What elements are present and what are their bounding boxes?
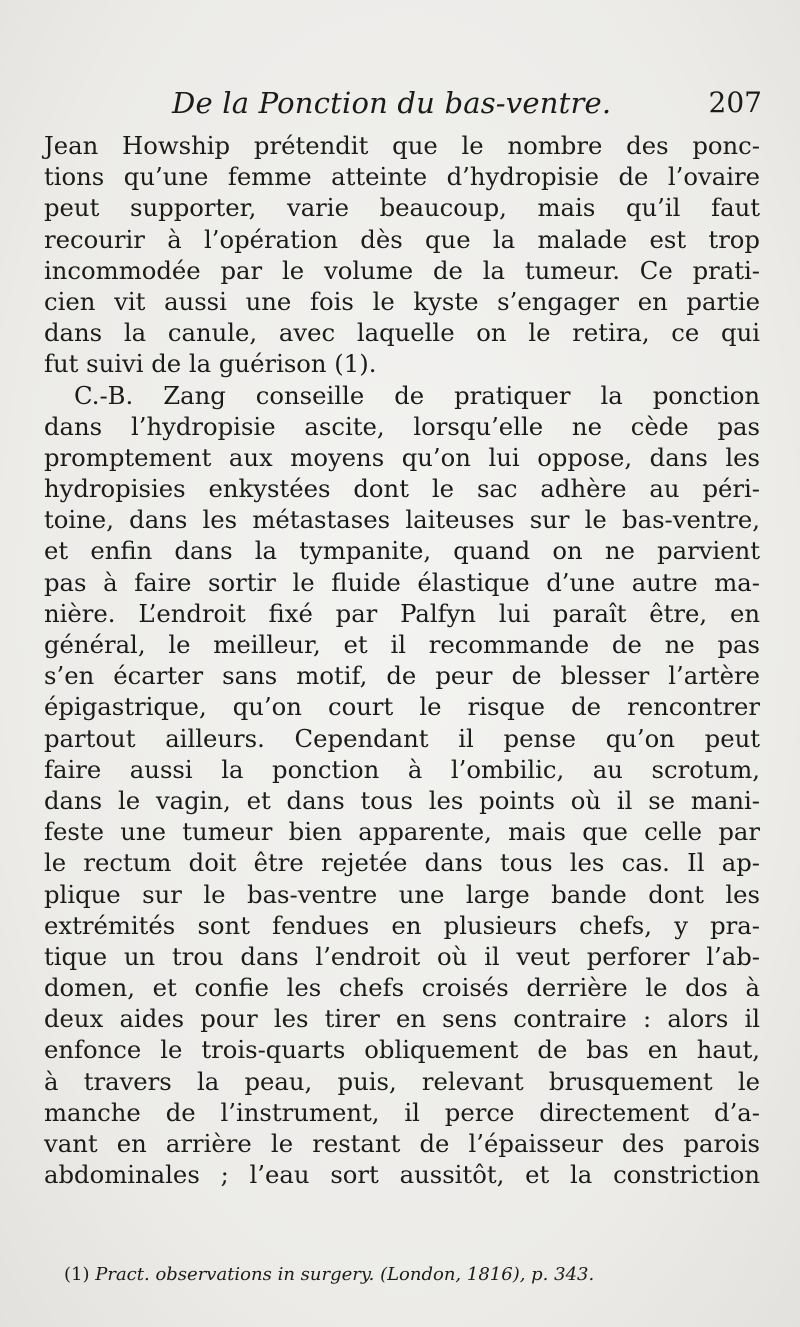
text-line: à travers la peau, puis, relevant brusquement le [44, 1066, 760, 1096]
text-line: partout ailleurs. Cependant il pense qu’on peut [44, 723, 760, 753]
text-line: recourir à l’opération dès que la malade est trop [44, 224, 760, 254]
page-number: 207 [708, 86, 762, 119]
text-line: plique sur le bas-ventre une large bande dont les [44, 879, 760, 909]
footnote-mark: (1) [64, 1264, 90, 1285]
text-line: dans la canule, avec laquelle on le retira, ce qui [44, 318, 760, 348]
text-line: tique un trou dans l’endroit où il veut perforer l’ab- [44, 941, 760, 971]
text-line: nière. L’endroit fixé par Palfyn lui paraît être, en [44, 598, 760, 628]
text-line: dans l’hydropisie ascite, lorsqu’elle ne cède pas [44, 411, 760, 441]
text-line: épigastrique, qu’on court le risque de rencontrer [44, 692, 760, 722]
running-title: De la Ponction du bas-ventre. [172, 86, 612, 120]
text-line: Jean Howship prétendit que le nombre des ponc- [44, 131, 760, 160]
text-line: et enfin dans la tympanite, quand on ne parvient [44, 536, 760, 566]
text-line: le rectum doit être rejetée dans tous les cas. Il ap- [44, 848, 760, 878]
text-line: deux aides pour les tirer en sens contraire : alors il [44, 1004, 760, 1034]
text-line: extrémités sont fendues en plusieurs chefs, y pra- [44, 910, 760, 940]
text-line: enfonce le trois-quarts obliquement de bas en haut, [44, 1035, 760, 1065]
text-line: manche de l’instrument, il perce directement d’a- [44, 1097, 760, 1127]
text-line: vant en arrière le restant de l’épaisseur des parois [44, 1129, 760, 1158]
text-line: C.-B. Zang conseille de pratiquer la ponction [74, 380, 760, 410]
text-line: dans le vagin, et dans tous les points où il se mani- [44, 785, 760, 815]
footnote-text: Pract. observations in surgery. (London, 1816), p. 343. [95, 1264, 595, 1285]
footnote [64, 1264, 594, 1285]
text-line: hydropisies enkystées dont le sac adhère au péri- [44, 474, 760, 504]
text-line: s’en écarter sans motif, de peur de blesser l’artère [44, 661, 760, 691]
body-text [44, 130, 760, 1190]
page-header [44, 82, 762, 122]
text-line: toine, dans les métastases laiteuses sur le bas-ventre, [44, 505, 760, 535]
text-line: incommodée par le volume de la tumeur. Ce prati- [44, 255, 760, 285]
text-line: promptement aux moyens qu’on lui oppose, dans les [44, 442, 760, 472]
text-line: pas à faire sortir le fluide élastique d’une autre ma- [44, 567, 760, 597]
text-line: cien vit aussi une fois le kyste s’engager en partie [44, 286, 760, 316]
text-line: fut suivi de la guérison (1). [44, 349, 377, 379]
text-line: domen, et confie les chefs croisés derrière le dos à [44, 973, 760, 1003]
text-line: général, le meilleur, et il recommande de ne pas [44, 630, 760, 659]
text-line: peut supporter, varie beaucoup, mais qu’il faut [44, 193, 760, 223]
text-line: faire aussi la ponction à l’ombilic, au scrotum, [44, 754, 760, 784]
text-line: tions qu’une femme atteinte d’hydropisie de l’ovaire [44, 162, 760, 192]
text-line: feste une tumeur bien apparente, mais que celle par [44, 817, 760, 847]
text-line: abdominales ; l’eau sort aussitôt, et la constriction [44, 1160, 760, 1190]
